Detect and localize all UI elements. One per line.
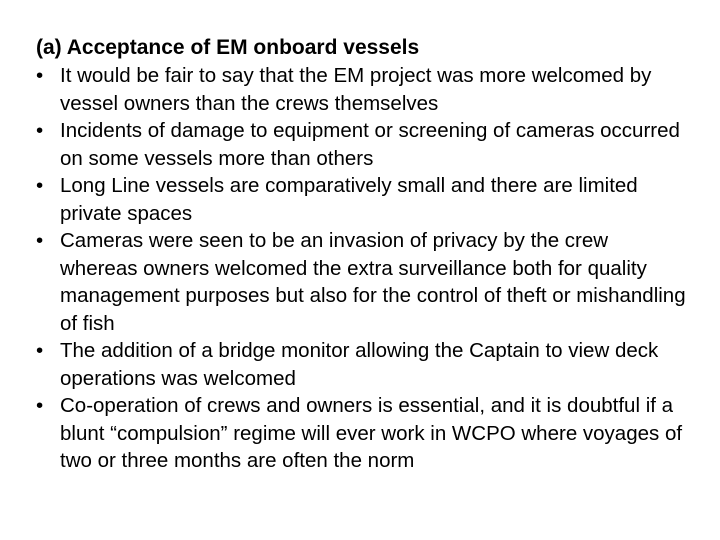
bullet-icon: • bbox=[36, 174, 44, 197]
bullet-text: Cameras were seen to be an invasion of privacy by the crew whereas owners welcomed the extra surveillance both for quality management purposes but also for the control of theft or mishandling of fish bbox=[60, 229, 686, 335]
list-item bbox=[36, 392, 686, 475]
bullet-text: Long Line vessels are comparatively small and there are limited private spaces bbox=[60, 174, 638, 225]
list-item bbox=[36, 117, 686, 172]
bullet-icon: • bbox=[36, 229, 44, 252]
section-heading: (a) Acceptance of EM onboard vessels bbox=[36, 36, 420, 59]
list-item bbox=[36, 172, 686, 227]
bullet-icon: • bbox=[36, 339, 44, 362]
bullet-text: It would be fair to say that the EM project was more welcomed by vessel owners than the crews themselves bbox=[60, 64, 652, 115]
bullet-list bbox=[36, 62, 686, 475]
list-item bbox=[36, 337, 686, 392]
bullet-text: Incidents of damage to equipment or screening of cameras occurred on some vessels more than others bbox=[60, 119, 680, 170]
bullet-icon: • bbox=[36, 119, 44, 142]
bullet-text: The addition of a bridge monitor allowing the Captain to view deck operations was welcomed bbox=[60, 339, 659, 390]
bullet-icon: • bbox=[36, 394, 44, 417]
list-item bbox=[36, 62, 686, 117]
bullet-text: Co-operation of crews and owners is essential, and it is doubtful if a blunt “compulsion” regime will ever work in WCPO where voyages of two or three months are often the norm bbox=[60, 394, 683, 472]
list-item bbox=[36, 227, 686, 337]
slide-content bbox=[36, 34, 686, 475]
bullet-icon: • bbox=[36, 64, 44, 87]
